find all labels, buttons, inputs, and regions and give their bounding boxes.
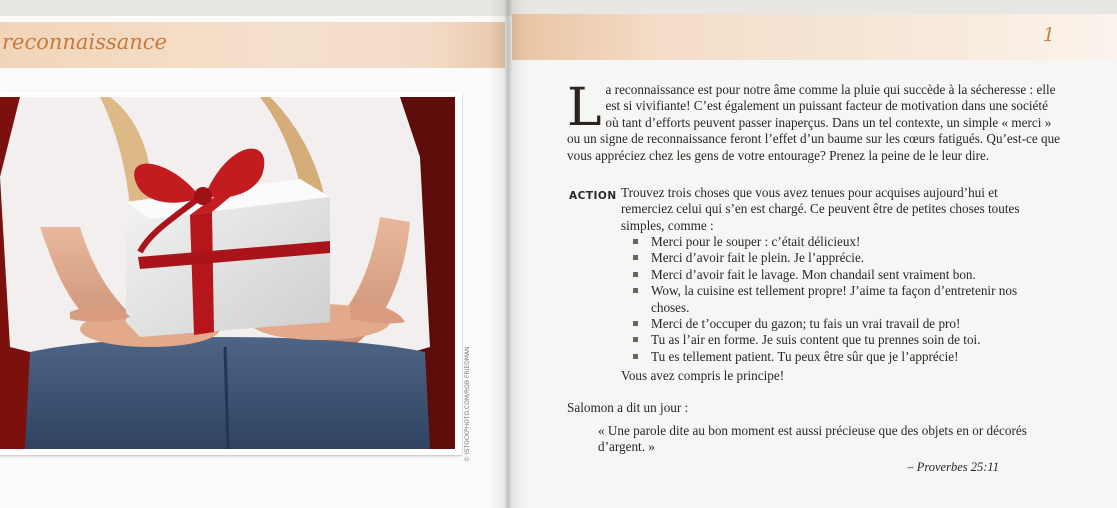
bullet-square-icon bbox=[633, 239, 638, 244]
list-item bbox=[633, 283, 1053, 316]
page-header-band bbox=[512, 14, 1117, 60]
intro-paragraph bbox=[567, 78, 1062, 164]
list-item-text: Merci pour le souper : c’était délicieux! bbox=[651, 234, 861, 249]
list-item-text: Merci de t’occuper du gazon; tu fais un vrai travail de pro! bbox=[651, 316, 961, 332]
quote-attribution: – Proverbes 25:11 bbox=[907, 460, 999, 474]
bullet-square-icon bbox=[633, 272, 638, 277]
chapter-title: reconnaissance bbox=[2, 30, 167, 54]
action-bullet-list bbox=[633, 234, 1053, 365]
list-item-text: Wow, la cuisine est tellement propre! J’aime ta façon d’entretenir nos choses. bbox=[651, 283, 1018, 315]
action-label: ACTION bbox=[569, 190, 617, 202]
list-item-text: Merci d’avoir fait le plein. Je l’apprécie. bbox=[651, 250, 865, 266]
list-item-text: Tu as l’air en forme. Je suis content que tu prennes soin de toi. bbox=[651, 332, 981, 348]
intro-text: a reconnaissance est pour notre âme comme la pluie qui succède à la sécheresse : elle est si vivifiante! C’est également un puissant facteur de motivation dans une société où tant d’efforts peuvent passer inaperçus. Dans un tel contexte, un simple « merci » ou un signe de reconnaissance feront l’effet d’un baume sur les cœurs fatigués. Qu’est-ce que vous appréciez chez les gens de votre entourage? Prenez la peine de le leur dire. bbox=[567, 82, 1061, 163]
list-item bbox=[633, 316, 1053, 332]
action-text: Trouvez trois choses que vous avez tenues pour acquises aujourd’hui et remerciez celui qui s’en est chargé. Ce peuvent être de petites choses toutes simples, comme : bbox=[621, 185, 1020, 233]
list-item bbox=[633, 349, 1053, 365]
drop-cap: L bbox=[567, 78, 602, 138]
bullet-square-icon bbox=[633, 354, 638, 359]
list-item bbox=[633, 250, 1053, 266]
action-summary: Vous avez compris le principe! bbox=[621, 368, 785, 383]
list-item bbox=[633, 234, 1053, 250]
gift-box-photo bbox=[0, 97, 471, 462]
bullet-square-icon bbox=[633, 255, 638, 260]
photo-credit: © ISTOCKPHOTO.COM/ROB FRIEDMAN bbox=[464, 346, 471, 462]
page-top-edge bbox=[0, 0, 505, 16]
quote-intro: Salomon a dit un jour : bbox=[567, 400, 689, 415]
bullet-square-icon bbox=[633, 337, 638, 342]
list-item bbox=[633, 267, 1053, 283]
list-item bbox=[633, 332, 1053, 348]
list-item-text: Merci d’avoir fait le lavage. Mon chandail sent vraiment bon. bbox=[651, 266, 976, 282]
gift-photo-illustration bbox=[0, 97, 455, 449]
photo-frame bbox=[0, 92, 471, 462]
list-item-text: Tu es tellement patient. Tu peux être sûr que je l’apprécie! bbox=[651, 348, 959, 364]
bullet-square-icon bbox=[633, 321, 638, 326]
bullet-square-icon bbox=[633, 288, 638, 293]
page-number: 1 bbox=[1042, 24, 1055, 46]
quote-text: « Une parole dite au bon moment est aussi précieuse que des objets en or décorés d’argent. » bbox=[598, 423, 1027, 455]
